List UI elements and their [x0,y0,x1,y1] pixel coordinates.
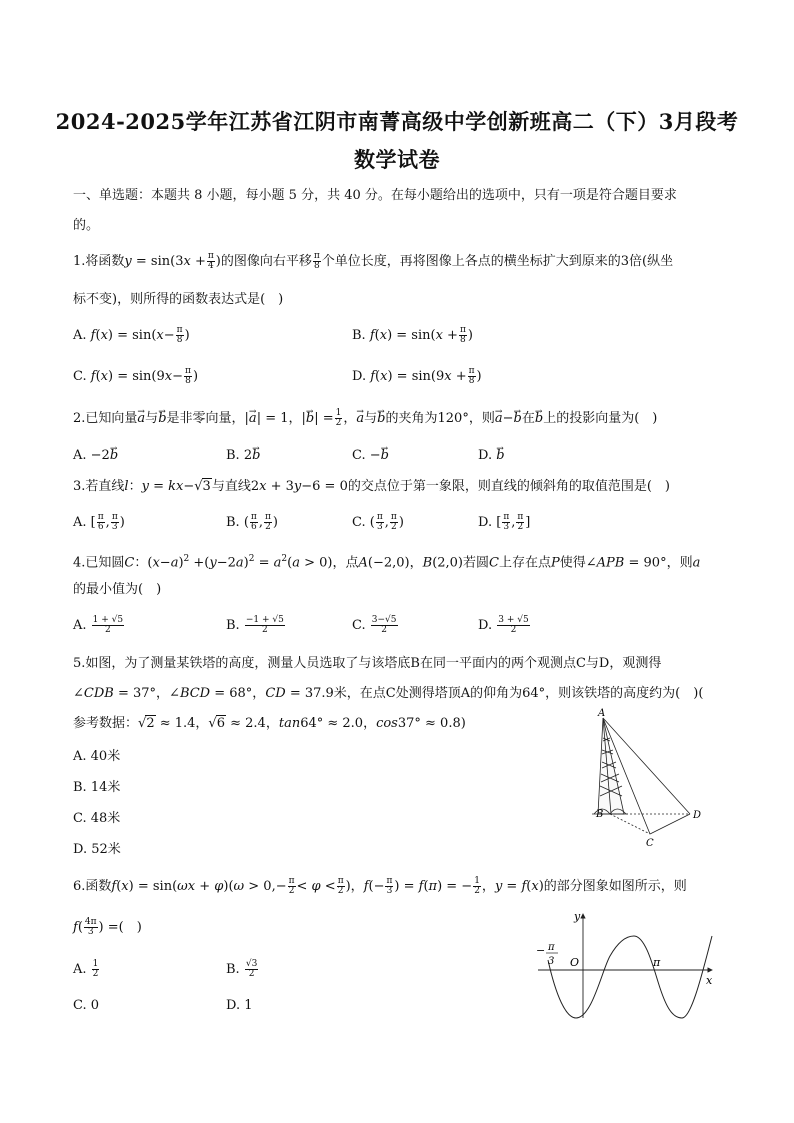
tower-label-c: C [646,838,654,849]
sine-curve [548,936,712,1018]
q3-option-d[interactable]: D. [ $\frac{\pi}{3}$ , $\frac{\pi}{2}$ ] [478,512,531,532]
section-header-cont: 的。 [73,218,100,233]
q1-stem-line1: 1.将函数y = sin(3x + $\frac{\pi}{4}$ )的图像向右平移 $\frac{\pi}{8}$ 个单位长度，再将图像上各点的横坐标扩大到原来的3倍(纵坐 [73,251,674,271]
q1-option-b[interactable]: B. f(x) = sin(x + $\frac{\pi}{8}$ ) [352,325,473,345]
tower-label-b: B [596,809,604,820]
q2-option-c[interactable]: C. −→ b [352,446,389,466]
q5-option-a[interactable]: A. 40米 [73,749,121,764]
q6-stem-line2: f( $\frac{4\pi}{3}$ ) =( ) [73,917,142,937]
q6-option-d[interactable]: D. 1 [226,998,253,1013]
q6-option-b[interactable]: B. $\frac{√3}{2}$ [226,959,258,979]
q5-option-b[interactable]: B. 14米 [73,780,121,795]
tower-figure [580,706,710,856]
origin-label: O [570,956,580,969]
q5-stem-line3: 参考数据：√2 ≈ 1.4，√6 ≈ 2.4，tan64° ≈ 2.0，cos37° ≈ 0.8) [73,716,466,731]
section-header: 一、单选题：本题共 8 小题，每小题 5 分，共 40 分。在每小题给出的选项中，只有一项是符合题目要求 [73,188,677,203]
q1-option-a[interactable]: A. f(x) = sin(x− $\frac{\pi}{8}$ ) [73,325,190,345]
tick-label-neg: − [536,944,546,957]
tower-label-a: A [598,708,606,719]
q5-option-c[interactable]: C. 48米 [73,811,121,826]
q1-option-d[interactable]: D. f(x) = sin(9x + $\frac{\pi}{8}$ ) [352,366,482,386]
q2-option-a[interactable]: A. −2→ b [73,446,118,466]
tick-label-pi: π [653,956,661,969]
q4-option-c[interactable]: C. $\frac{3-√5}{2}$ [352,615,397,635]
q5-stem-line1: 5.如图，为了测量某铁塔的高度，测量人员选取了与该塔底B在同一平面内的两个观测点C与D，观测得 [73,656,662,671]
q2-stem: 2.已知向量→ a与→ b是非零向量，|→ a| = 1，|→ b| = $\frac{1}{2}$ ，→ a与→ b的夹角为120°，则→ a−→ b在→ b上的投影向量为( ) [73,409,657,429]
q3-option-a[interactable]: A. [ $\frac{\pi}{6}$ , $\frac{\pi}{3}$ ) [73,512,125,532]
q6-stem-line1: 6.函数f(x) = sin(ωx + φ)(ω > 0,− $\frac{\pi}{2}$ < φ < $\frac{\pi}{2}$ )，f(− $\frac{\pi}{3}$ ) = f(π) = − $\frac{1}{2}$ ，y = f(x)的部分图象如图所示，则 [73,876,687,896]
paper-title-line2: 数学试卷 [354,147,440,172]
q1-stem-line2: 标不变)，则所得的函数表达式是( ) [73,292,284,307]
q4-stem-line2: 的最小值为( ) [73,582,162,597]
tower-label-d: D [693,810,702,821]
q4-option-b[interactable]: B. $\frac{-1 + √5}{2}$ [226,615,284,635]
tick-label-neg-pi: π [548,942,555,953]
q6-option-a[interactable]: A. $\frac{1}{2}$ [73,959,99,979]
q2-option-b[interactable]: B. 2→ b [226,446,260,466]
q6-option-c[interactable]: C. 0 [73,998,100,1013]
paper-title-line1: 2024-2025学年江苏省江阴市南菁高级中学创新班高二（下）3月段考 [55,109,739,134]
q5-option-d[interactable]: D. 52米 [73,842,121,857]
q3-option-c[interactable]: C. ( $\frac{\pi}{3}$ , $\frac{\pi}{2}$ ) [352,512,404,532]
axis-label-y: y [574,910,581,923]
q2-option-d[interactable]: D. → b [478,446,505,466]
q5-stem-line2: ∠CDB = 37°，∠BCD = 68°，CD = 37.9米，在点C处测得塔顶A的仰角为64°，则该铁塔的高度约为( )( [73,686,704,701]
q3-option-b[interactable]: B. ( $\frac{\pi}{6}$ , $\frac{\pi}{2}$ ) [226,512,278,532]
q4-option-d[interactable]: D. $\frac{3 + √5}{2}$ [478,615,529,635]
sine-graph-figure [530,906,720,1021]
q1-option-c[interactable]: C. f(x) = sin(9x− $\frac{\pi}{8}$ ) [73,366,199,386]
q3-stem: 3.若直线l：y = kx−√3与直线2x + 3y−6 = 0的交点位于第一象限，则直线的倾斜角的取值范围是( ) [73,479,670,494]
q4-option-a[interactable]: A. $\frac{1 + √5}{2}$ [73,615,124,635]
q4-stem-line1: 4.已知圆C：$(x-a)^2 +(y-2a)^2 = a^2(a > 0)$，点A(−2,0)，B(2,0)若圆C上存在点P使得∠APB = 90°，则a [73,554,701,571]
axis-label-x: x [706,974,713,987]
tick-label-three: 3 [548,956,555,967]
